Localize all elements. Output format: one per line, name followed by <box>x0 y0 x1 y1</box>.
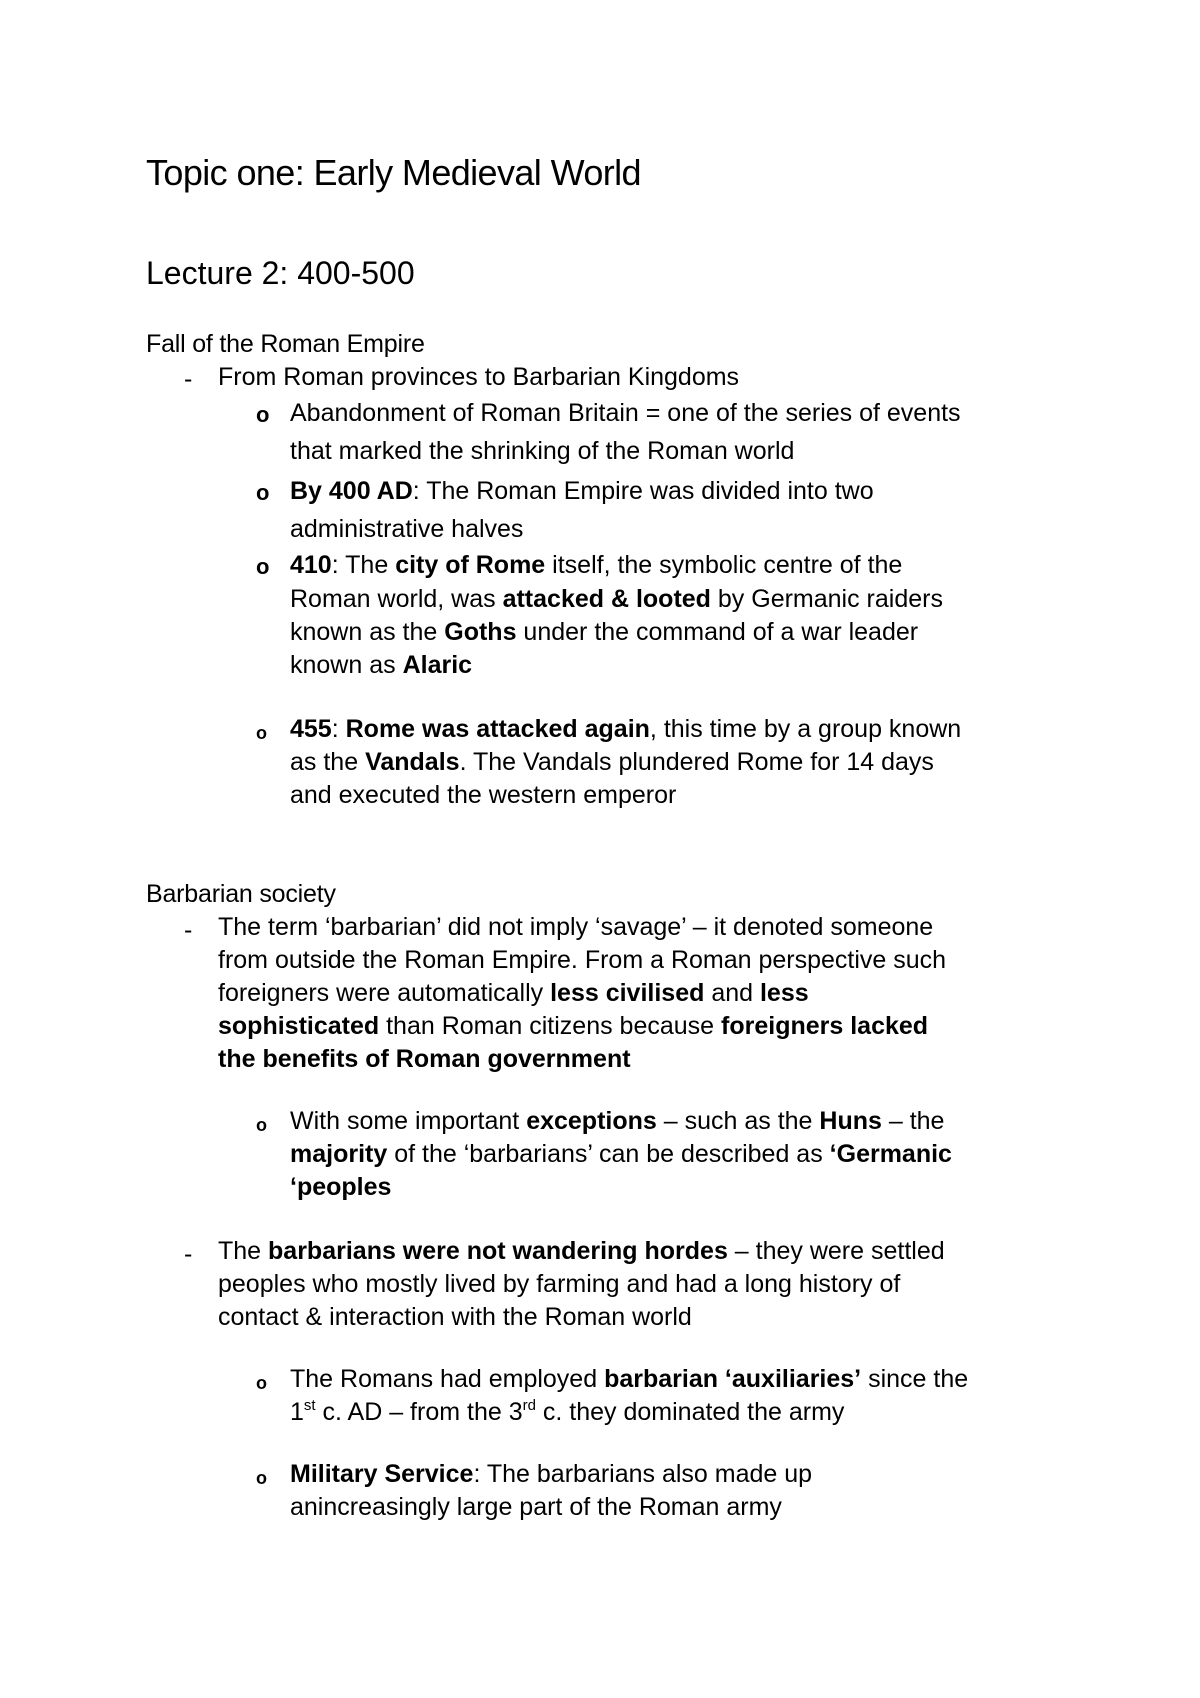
list-item: 410: The city of Rome itself, the symbolic centre of the <box>290 551 903 579</box>
list-item-continuation: foreigners were automatically less civilised and less <box>218 979 809 1007</box>
list-item: With some important exceptions – such as the Huns – the <box>290 1107 945 1135</box>
list-item: Abandonment of Roman Britain = one of the series of events <box>290 399 961 427</box>
list-item-continuation: the benefits of Roman government <box>218 1045 631 1073</box>
list-item: From Roman provinces to Barbarian Kingdoms <box>218 363 740 391</box>
circle-bullet-icon: o <box>256 480 270 505</box>
list-item-continuation: as the Vandals. The Vandals plundered Rome for 14 days <box>290 748 934 776</box>
list-item-continuation: 1st c. AD – from the 3rd c. they dominated the army <box>290 1397 845 1426</box>
list-item-continuation: known as Alaric <box>290 651 473 679</box>
section-heading-barbarian: Barbarian society <box>146 880 336 908</box>
lecture-title: Lecture 2: 400-500 <box>146 255 415 291</box>
list-item-continuation: sophisticated than Roman citizens because foreigners lacked <box>218 1012 929 1040</box>
circle-bullet-icon: o <box>256 723 267 743</box>
list-item-continuation: majority of the ‘barbarians’ can be described as ‘Germanic <box>290 1140 952 1168</box>
list-item-continuation: ‘peoples <box>290 1173 392 1201</box>
list-item-continuation: peoples who mostly lived by farming and had a long history of <box>218 1270 901 1298</box>
list-item-continuation: administrative halves <box>290 515 524 543</box>
list-item-continuation: that marked the shrinking of the Roman world <box>290 437 795 465</box>
circle-bullet-icon: o <box>256 1373 267 1393</box>
circle-bullet-icon: o <box>256 1468 267 1488</box>
circle-bullet-icon: o <box>256 402 270 427</box>
dash-bullet: - <box>184 365 193 393</box>
dash-bullet: - <box>184 916 193 944</box>
list-item: The Romans had employed barbarian ‘auxiliaries’ since the <box>290 1365 969 1393</box>
list-item: 455: Rome was attacked again, this time by a group known <box>290 715 962 743</box>
list-item-continuation: contact & interaction with the Roman world <box>218 1303 692 1331</box>
topic-title: Topic one: Early Medieval World <box>146 152 641 193</box>
circle-bullet-icon: o <box>256 1115 267 1135</box>
dash-bullet: - <box>184 1240 193 1268</box>
section-heading-fall: Fall of the Roman Empire <box>146 330 425 358</box>
list-item-continuation: and executed the western emperor <box>290 781 677 809</box>
list-item-continuation: from outside the Roman Empire. From a Roman perspective such <box>218 946 947 974</box>
list-item: The term ‘barbarian’ did not imply ‘savage’ – it denoted someone <box>218 913 934 941</box>
list-item: By 400 AD: The Roman Empire was divided into two <box>290 477 874 505</box>
list-item-continuation: Roman world, was attacked & looted by Germanic raiders <box>290 585 943 613</box>
list-item-continuation: anincreasingly large part of the Roman army <box>290 1493 782 1521</box>
list-item: The barbarians were not wandering hordes – they were settled <box>218 1237 945 1265</box>
list-item-continuation: known as the Goths under the command of a war leader <box>290 618 919 646</box>
list-item: Military Service: The barbarians also made up <box>290 1460 813 1488</box>
circle-bullet-icon: o <box>256 554 270 579</box>
